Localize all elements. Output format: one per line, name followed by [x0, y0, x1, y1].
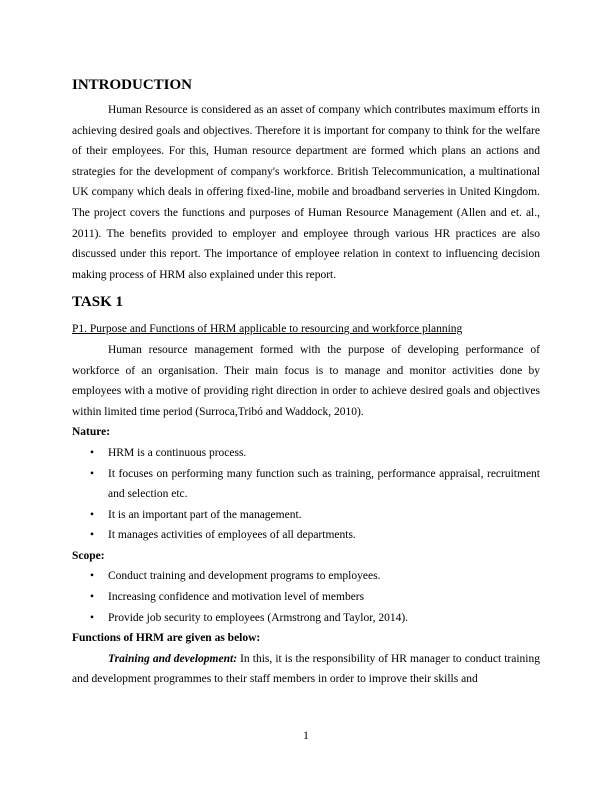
training-paragraph — [72, 649, 540, 690]
document-page — [72, 76, 540, 690]
list-item: • Conduct training and development programs to employees. — [108, 566, 540, 587]
scope-list — [72, 566, 540, 628]
nature-list — [72, 443, 540, 546]
page-number: 1 — [303, 730, 309, 742]
scope-label: Scope: — [72, 549, 105, 562]
task-subheading: P1. Purpose and Functions of HRM applicable to resourcing and workforce planning — [72, 323, 463, 336]
list-item: • It manages activities of employees of all departments. — [108, 525, 540, 546]
list-item: • Provide job security to employees (Armstrong and Taylor, 2014). — [108, 608, 540, 629]
task-heading: TASK 1 — [72, 294, 123, 311]
list-item: • It focuses on performing many function such as training, performance appraisal, recruitment and selection etc. — [108, 464, 540, 505]
list-item: • It is an important part of the management. — [108, 505, 540, 526]
functions-label: Functions of HRM are given as below: — [72, 632, 261, 645]
intro-heading: INTRODUCTION — [72, 77, 193, 93]
nature-label: Nature: — [72, 426, 111, 439]
list-item: • Increasing confidence and motivation level of members — [108, 587, 540, 608]
training-text: In this, it is the responsibility of HR manager to conduct training and development programmes to their staff members in order to improve their skills and — [72, 652, 540, 686]
task-paragraph: Human resource management formed with the purpose of developing performance of workforce of an organisation. Their main focus is to manage and monitor activities done by employees with a motive of providing right direction in order to achieve desired goals and objectives within limited time period (Surroca,Tribó and Waddock, 2010). — [72, 343, 540, 418]
training-title: Training and development: — [108, 652, 238, 665]
intro-paragraph: Human Resource is considered as an asset of company which contributes maximum efforts in achieving desired goals and objectives. Therefore it is important for company to think for the welfare of their employees. For this, Human resource department are formed which plans an actions and strategies for the development of company's workforce. British Telecommunication, a multinational UK company which deals in offering fixed-line, mobile and broadband serveries in United Kingdom. The project covers the functions and purposes of Human Resource Management (Allen and et. al., 2011). The benefits provided to employer and employee through various HR practices are also discussed under this report. The importance of employee relation in context to influencing decision making process of HRM also explained under this report. — [72, 104, 540, 281]
list-item: • HRM is a continuous process. — [108, 443, 540, 464]
